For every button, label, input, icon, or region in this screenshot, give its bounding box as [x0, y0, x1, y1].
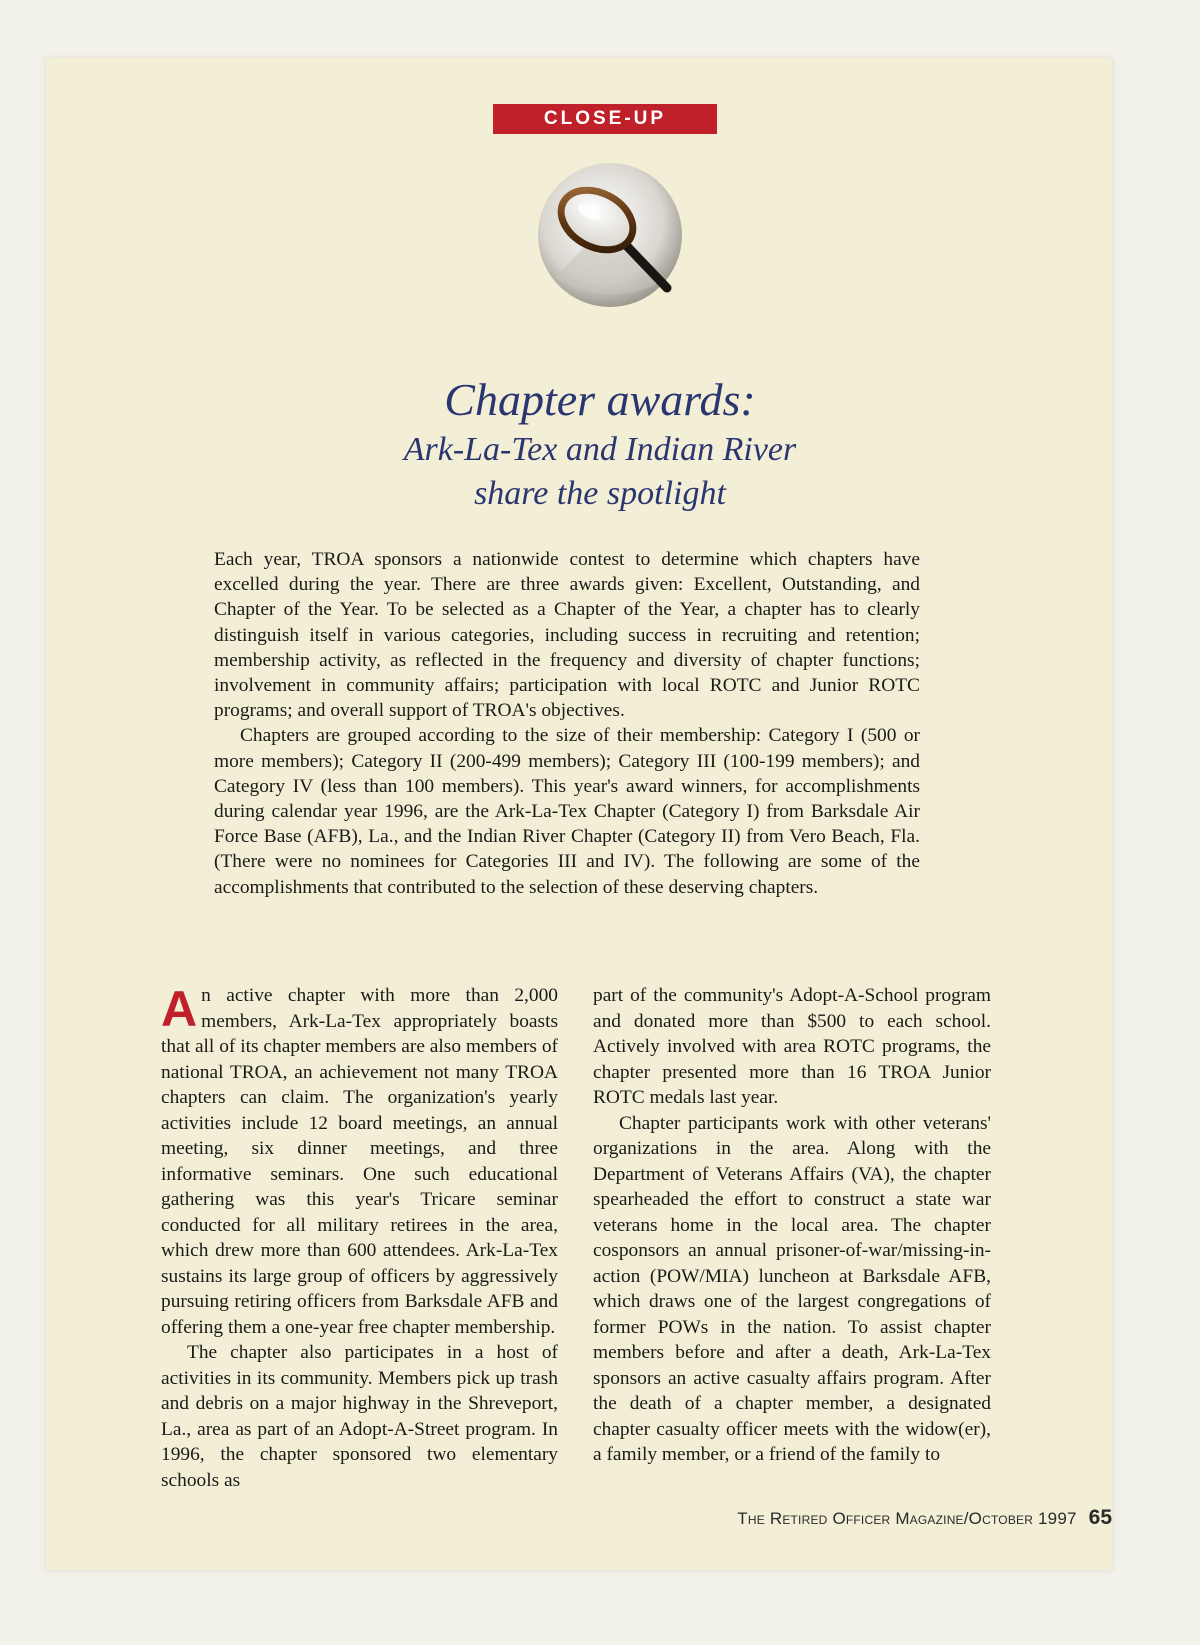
title-sub-line1: Ark-La-Tex and Indian River	[403, 431, 797, 468]
title-main: Chapter awards:	[444, 374, 756, 425]
page-footer	[737, 1506, 1112, 1530]
section-label-badge	[493, 104, 717, 134]
body-left-paragraph-1	[161, 983, 558, 1340]
page-number: 65	[1088, 1506, 1112, 1529]
section-label-text: CLOSE-UP	[543, 108, 667, 129]
dropcap-letter: A	[161, 981, 198, 1037]
intro-paragraph-1: Each year, TROA sponsors a nationwide contest to determine which chapters have excelled during the year. There are three awards given: Excellent, Outstanding, and Chapter of the Year. To be selected as a Chapter of the Year, a chapter has to clearly distinguish itself in various categories, including success in recruiting and retention; membership activity, as reflected in the frequency and diversity of chapter functions; involvement in community affairs; participation with local ROTC and Junior ROTC programs; and overall support of TROA's objectives.	[214, 549, 920, 722]
body-column-left	[161, 983, 558, 1493]
intro-paragraph-2: Chapters are grouped according to the size of their membership: Category I (500 or more members); Category II (200-499 members); Category III (100-199 members); and Category IV (less than 100 members). This year's award winners, for accomplishments during calendar year 1996, are the Ark-La-Tex Chapter (Category I) from Barksdale Air Force Base (AFB), La., and the Indian River Chapter (Category II) from Vero Beach, Fla. (There were no nominees for Categories III and IV). The following are some of the accomplishments that contributed to the selection of these deserving chapters.	[214, 725, 920, 898]
body-column-right	[593, 983, 991, 1468]
body-left-paragraph-2: The chapter also participates in a host of activities in its community. Members pick up trash and debris on a major highway in the Shreveport, La., area as part of an Adopt-A-Street program. In 1996, the chapter sponsored two elementary schools as	[161, 1342, 558, 1491]
intro-text	[214, 547, 920, 900]
body-left-paragraph-1-text: n active chapter with more than 2,000 members, Ark-La-Tex appropriately boasts that all of its chapter members are also members of national TROA, an achievement not many TROA chapters can claim. The organization's yearly activities include 12 board meetings, an annual meeting, six dinner meetings, and three informative seminars. One such educational gathering was this year's Tricare seminar conducted for all military retirees in the area, which drew more than 600 attendees. Ark-La-Tex sustains its large group of officers by aggressively pursuing retiring officers from Barksdale AFB and offering them a one-year free chapter membership.	[161, 985, 558, 1338]
article-title	[300, 372, 900, 516]
title-sub-line2: share the spotlight	[474, 475, 726, 512]
magazine-name: The Retired Officer Magazine/October 1997	[737, 1509, 1077, 1528]
body-right-paragraph-1: part of the community's Adopt-A-School program and donated more than $500 to each school. Actively involved with area ROTC programs, the chapter presented more than 16 TROA Junior ROTC medals last year.	[593, 985, 991, 1108]
magnifying-glass-icon	[515, 160, 705, 310]
body-right-paragraph-2: Chapter participants work with other veterans' organizations in the area. Along with the Department of Veterans Affairs (VA), the chapter spearheaded the effort to construct a state war veterans home in the local area. The chapter cosponsors an annual prisoner-of-war/missing-in-action (POW/MIA) luncheon at Barksdale AFB, which draws one of the largest congregations of former POWs in the nation. To assist chapter members before and after a death, Ark-La-Tex sponsors an active casualty affairs program. After the death of a chapter member, a designated chapter casualty officer meets with the widow(er), a family member, or a friend of the family to	[593, 1112, 991, 1465]
